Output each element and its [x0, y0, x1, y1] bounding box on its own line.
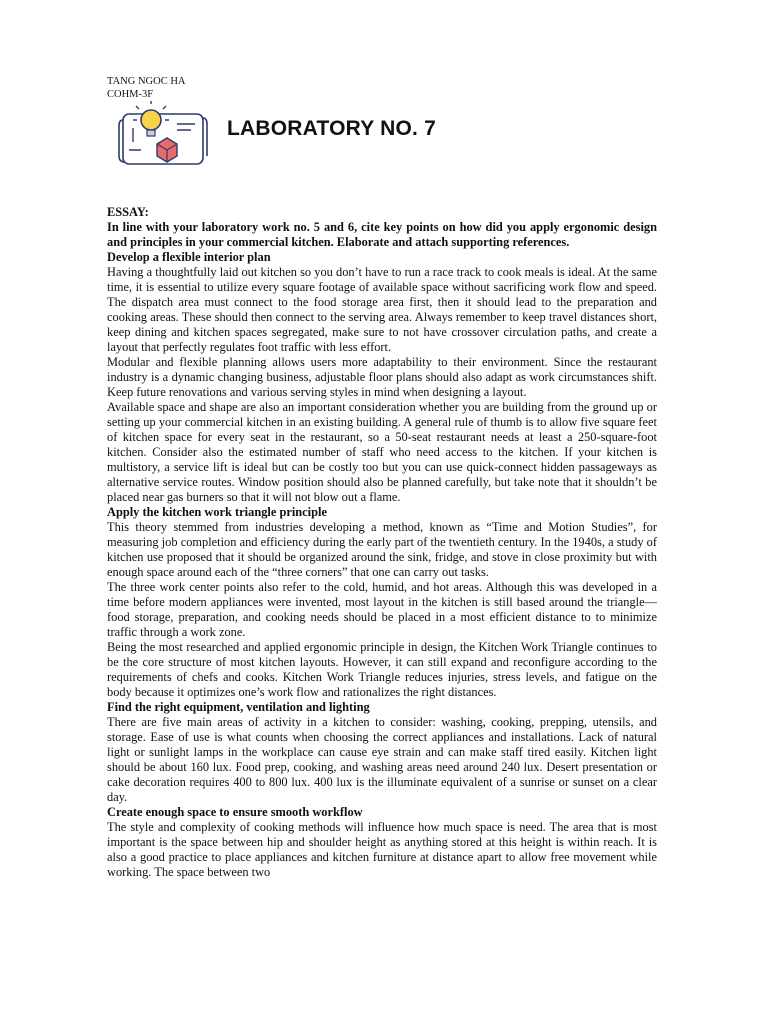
- author-block: [107, 75, 186, 101]
- paragraph: Having a thoughtfully laid out kitchen so you don’t have to run a race track to cook meals is ideal. At the same time, it is essential to utilize every square footage of available space without sacrificing work flow and speed. The dispatch area must connect to the food storage area first, then it should lead to the preparation and cooking areas. These should then connect to the serving area. Always remember to keep travel distances short, keep dining and kitchen spaces segregated, make sure to not have crossover circulation paths, and create a layout that perfectly regulates foot traffic with less effort.: [107, 265, 657, 354]
- paragraph: There are five main areas of activity in a kitchen to consider: washing, cooking, prepping, utensils, and storage. Ease of use is what counts when choosing the correct appliances and installations. Lack of natural light or sunlight lamps in the workplace can cause eye strain and can make staff tired easily. Kitchen light should be about 160 lux. Food prep, cooking, and washing areas need around 240 lux. Desert presentation or cake decoration requires 400 to 800 lux. 400 lux is the illuminate equivalent of a sunrise or sunset on a clear day.: [107, 715, 657, 804]
- author-class: COHM-3F: [107, 89, 154, 100]
- essay-body: [107, 205, 657, 880]
- blueprint-lightbulb-icon: [117, 100, 209, 172]
- paragraph: Available space and shape are also an important consideration whether you are building from the ground up or setting up your commercial kitchen in an existing building. A general rule of thumb is to allow five square feet of kitchen space for every seat in the restaurant, so a 50-seat restaurant needs at least a 250-square-foot kitchen. Consider also the estimated number of staff who need access to the kitchen. If your kitchen is multistory, a service lift is ideal but can be costly too but you can use quick-connect hidden passageways as alternative service routes. Window position should also be planned carefully, but take note that it shouldn’t be placed near gas burners so that it will not blow out a flame.: [107, 400, 657, 504]
- page-title: LABORATORY NO. 7: [227, 117, 436, 140]
- essay-prompt: In line with your laboratory work no. 5 and 6, cite key points on how did you apply ergonomic design and principles in your commercial kitchen. Elaborate and attach supporting references.: [107, 220, 657, 249]
- author-name: TANG NGOC HA: [107, 76, 186, 87]
- section-heading: Apply the kitchen work triangle principle: [107, 505, 327, 519]
- section-heading: Develop a flexible interior plan: [107, 250, 271, 264]
- paragraph: Being the most researched and applied ergonomic principle in design, the Kitchen Work Triangle continues to be the core structure of most kitchen layouts. However, it can still expand and reconfigure according to the requirements of chefs and cooks. Kitchen Work Triangle reduces injuries, stress levels, and fatigue on the body because it optimizes one’s work flow and rationalizes the right distances.: [107, 640, 657, 699]
- section-heading: Find the right equipment, ventilation and lighting: [107, 700, 370, 714]
- essay-label: ESSAY:: [107, 205, 149, 219]
- section-heading: Create enough space to ensure smooth workflow: [107, 805, 363, 819]
- paragraph: Modular and flexible planning allows users more adaptability to their environment. Since the restaurant industry is a dynamic changing business, adjustable floor plans should also adapt as work circumstances shift. Keep future renovations and various serving styles in mind when designing a layout.: [107, 355, 657, 399]
- paragraph: This theory stemmed from industries developing a method, known as “Time and Motion Studies”, for measuring job completion and efficiency during the early part of the twentieth century. In the 1940s, a study of kitchen use proposed that it should be organized around the sink, fridge, and stove in close proximity but with enough space around each of the “three corners” that one can carry out tasks.: [107, 520, 657, 579]
- paragraph: The three work center points also refer to the cold, humid, and hot areas. Although this was developed in a time before modern appliances were invented, most layout in the kitchen is still based around the triangle—food storage, preparation, and cooking needs should be placed in a most efficient distance to to minimize traffic through a work zone.: [107, 580, 657, 639]
- paragraph: The style and complexity of cooking methods will influence how much space is need. The area that is most important is the space between hip and shoulder height as anything stored at this height is within reach. It is also a good practice to place appliances and kitchen furniture at distance apart to allow free movement while working. The space between two: [107, 820, 657, 879]
